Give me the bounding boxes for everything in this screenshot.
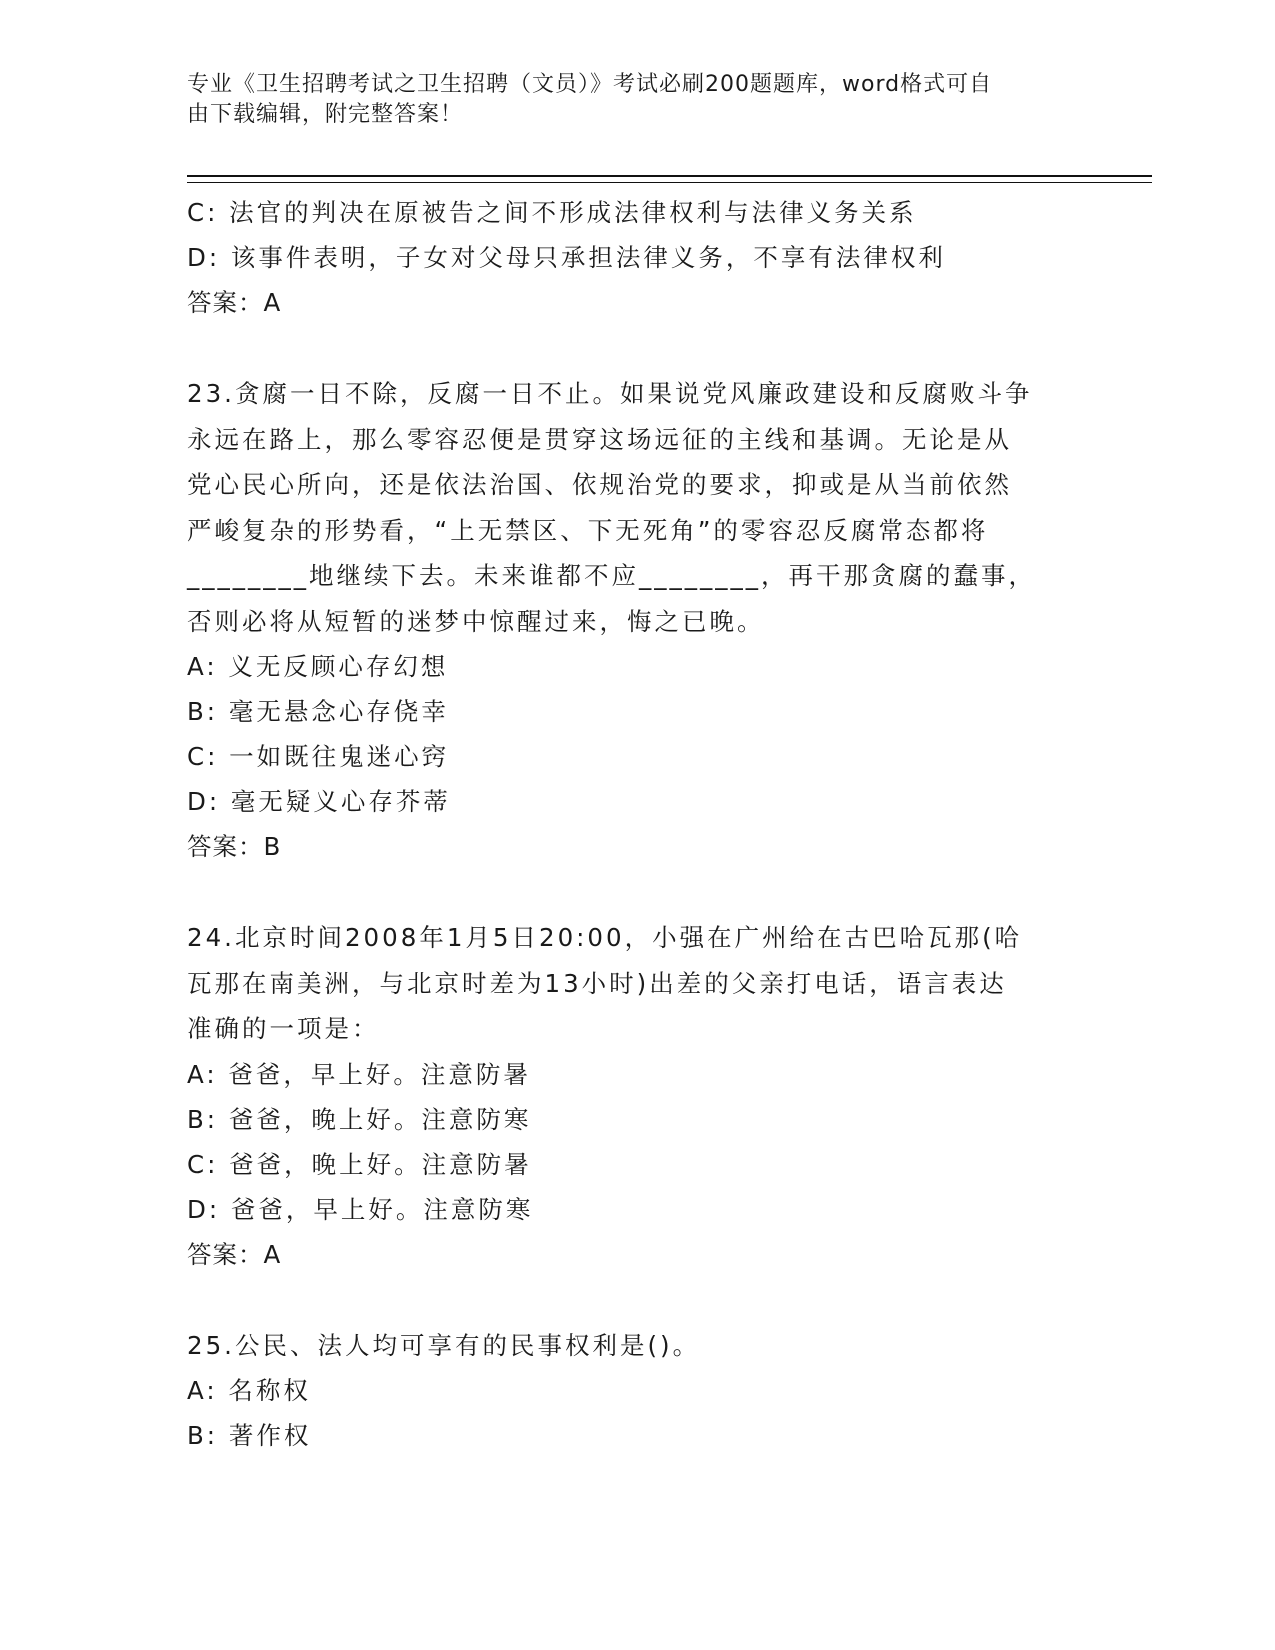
option-c: C: 一如既往鬼迷心窍: [187, 742, 450, 771]
option-c: C: 法官的判决在原被告之间不形成法律权利与法律义务关系: [187, 198, 917, 227]
question-stem-line: 23.贪腐一日不除，反腐一日不止。如果说党风廉政建设和反腐败斗争: [187, 379, 1033, 408]
question-stem-line: 瓦那在南美洲，与北京时差为13小时)出差的父亲打电话，语言表达: [187, 968, 1007, 998]
question-22-tail: [187, 190, 1087, 325]
question-stem-line: 永远在路上，那么零容忍便是贯穿这场远征的主线和基调。无论是从: [187, 424, 1012, 454]
spacer: [187, 1277, 1087, 1323]
spacer: [187, 325, 1087, 371]
question-stem-line: 严峻复杂的形势看，“上无禁区、下无死角”的零容忍反腐常态都将: [187, 515, 989, 545]
header-divider-thick: [187, 175, 1152, 177]
option-c: C: 爸爸，晚上好。注意防暑: [187, 1149, 532, 1179]
option-d: D: 该事件表明，子女对父母只承担法律义务，不享有法律权利: [187, 243, 946, 272]
question-list: [187, 190, 1087, 1458]
question-stem-line: 党心民心所向，还是依法治国、依规治党的要求，抑或是从当前依然: [187, 470, 1012, 499]
header-title-line-1: 专业《卫生招聘考试之卫生招聘（文员）》考试必刷200题题库，word格式可自: [187, 72, 993, 97]
option-b: B: 爸爸，晚上好。注意防寒: [187, 1104, 532, 1134]
question-stem-line: 25.公民、法人均可享有的民事权利是()。: [187, 1330, 701, 1360]
document-header: [187, 70, 1087, 130]
question-stem-line: ________地继续下去。未来谁都不应________，再干那贪腐的蠢事，: [187, 561, 1036, 590]
option-a: A: 名称权: [187, 1376, 311, 1405]
answer-label: 答案：B: [187, 832, 282, 861]
header-divider-thin: [187, 182, 1152, 183]
question-24: [187, 915, 1087, 1277]
option-b: B: 著作权: [187, 1421, 312, 1450]
question-25: [187, 1323, 1087, 1459]
answer-label: 答案：A: [187, 1239, 282, 1269]
spacer: [187, 869, 1087, 915]
option-d: D: 毫无疑义心存芥蒂: [187, 787, 451, 816]
option-d: D: 爸爸，早上好。注意防寒: [187, 1194, 534, 1224]
header-title-line-2: 由下载编辑，附完整答案！: [187, 102, 464, 127]
option-a: A: 爸爸，早上好。注意防暑: [187, 1059, 531, 1089]
question-stem-line: 准确的一项是：: [187, 1014, 380, 1043]
option-b: B: 毫无悬念心存侥幸: [187, 697, 449, 726]
question-stem-line: 否则必将从短暂的迷梦中惊醒过来，悔之已晚。: [187, 606, 765, 636]
question-23: [187, 371, 1087, 869]
answer-label: 答案：A: [187, 288, 282, 317]
question-stem-line: 24.北京时间2008年1月5日20:00，小强在广州给在古巴哈瓦那(哈: [187, 923, 1023, 952]
option-a: A: 义无反顾心存幻想: [187, 652, 449, 681]
